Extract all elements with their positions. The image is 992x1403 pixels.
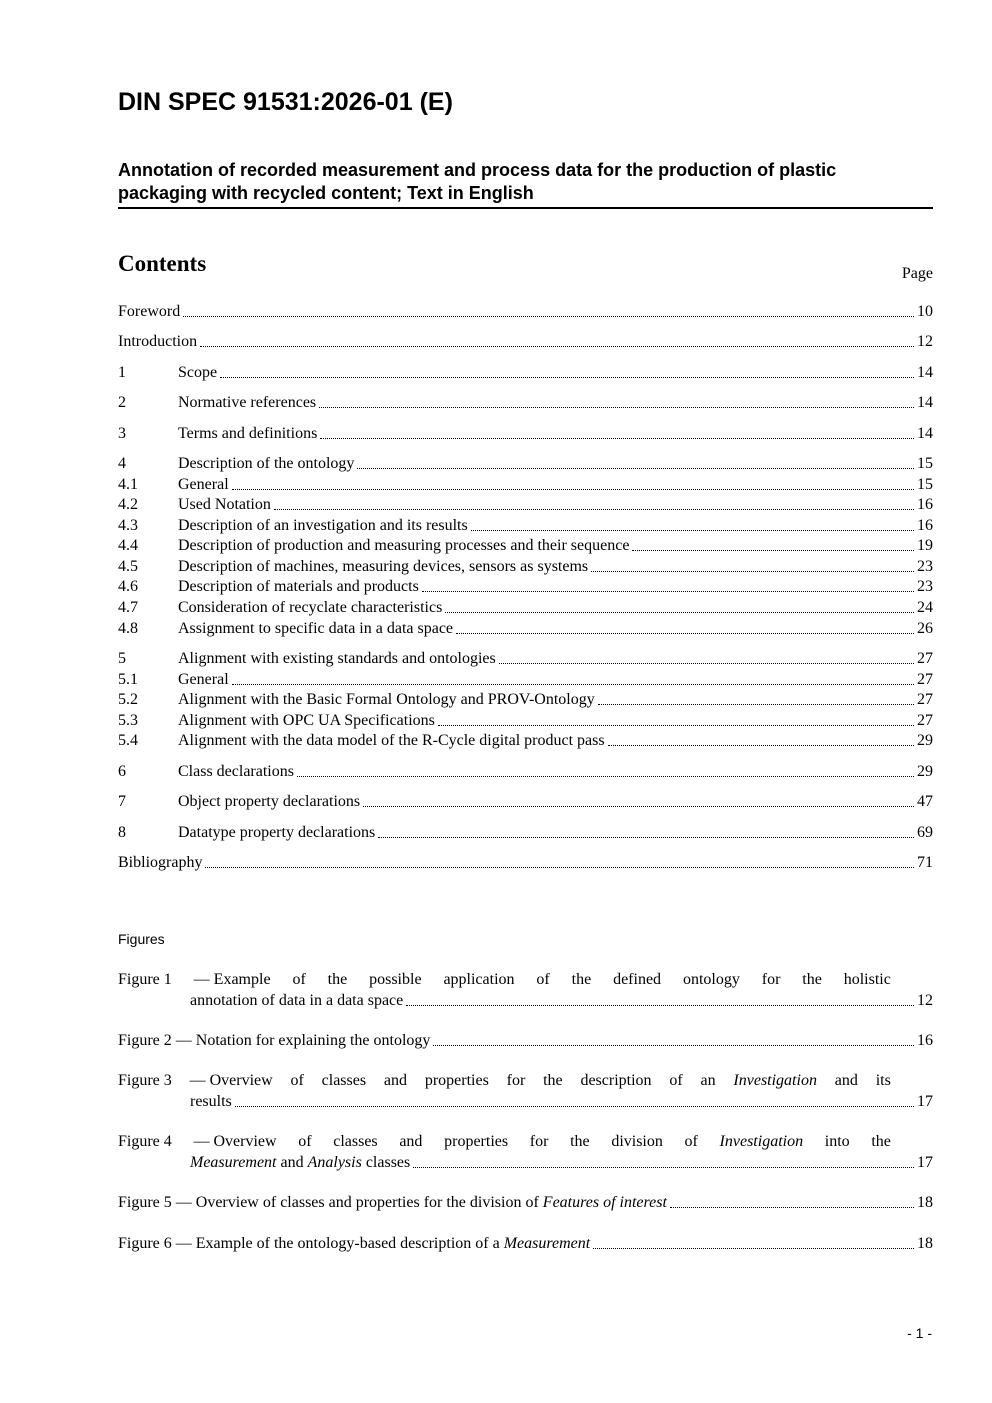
text-fragment: of (290, 1072, 304, 1089)
subtitle-line-2: packaging with recycled content; Text in English (118, 183, 534, 203)
toc-entry[interactable] (118, 823, 933, 843)
text-fragment: and (276, 1154, 308, 1171)
text-fragment: — Overview (193, 1133, 277, 1150)
leader-dots (433, 1045, 914, 1046)
toc-section-number: 8 (118, 824, 126, 841)
text-fragment: classes (361, 1154, 411, 1171)
text-fragment: and (383, 1072, 407, 1089)
toc-section-title: Object property declarations (178, 793, 361, 810)
leader-dots (413, 1167, 914, 1168)
figure-entry-3[interactable] (118, 1070, 933, 1112)
leader-dots (471, 530, 914, 531)
toc-page-number: 71 (917, 854, 933, 871)
figure-2-page: 16 (917, 1032, 933, 1049)
text-fragment: of (292, 971, 306, 988)
leader-dots (632, 550, 914, 551)
text-fragment: division (611, 1133, 663, 1150)
toc-section-title: Alignment with the data model of the R-Cycle digital product pass (178, 732, 605, 749)
leader-dots (232, 684, 914, 685)
text-fragment: the (571, 971, 592, 988)
toc-section-number: 5.3 (118, 712, 138, 729)
toc-entry[interactable] (118, 495, 933, 515)
leader-dots (406, 1005, 914, 1006)
text-fragment: holistic (843, 971, 891, 988)
leader-dots (593, 1248, 914, 1249)
text-fragment: classes (333, 1133, 378, 1150)
figure-entry-1[interactable] (118, 969, 933, 1011)
leader-dots (445, 612, 914, 613)
toc-section-number: 6 (118, 763, 126, 780)
toc-section-title: Consideration of recyclate characteristics (178, 599, 443, 616)
leader-dots (378, 837, 914, 838)
italic-term: Investigation (733, 1072, 817, 1089)
toc-section-title: Alignment with the Basic Formal Ontology and PROV-Ontology (178, 691, 595, 708)
text-fragment: for (761, 971, 781, 988)
toc-page-number: 14 (917, 425, 933, 442)
text-fragment: its (875, 1072, 891, 1089)
figure-2-title: Figure 2 — Notation for explaining the ontology (118, 1032, 431, 1049)
figure-entry-4[interactable] (118, 1131, 933, 1173)
toc-page-number: 23 (917, 578, 933, 595)
toc-section-number: 4.3 (118, 517, 138, 534)
toc-section-number: 4.7 (118, 599, 138, 616)
leader-dots (608, 745, 914, 746)
figure-3-title-continued: results (190, 1093, 232, 1110)
leader-dots (499, 663, 914, 664)
toc-page-number: 27 (917, 712, 933, 729)
italic-term: Measurement (190, 1154, 277, 1171)
italic-term: Measurement (503, 1235, 591, 1252)
figure-1-title-continued: annotation of data in a data space (190, 992, 404, 1009)
text-fragment: an (700, 1072, 716, 1089)
toc-entry[interactable] (118, 762, 933, 782)
toc-page-number: 15 (917, 455, 933, 472)
toc-section-title: Class declarations (178, 763, 294, 780)
toc-section-title: Terms and definitions (178, 425, 318, 442)
toc-entry[interactable] (118, 711, 933, 731)
figure-1-page: 12 (917, 992, 933, 1009)
toc-page-number: 14 (917, 394, 933, 411)
figure-6-page: 18 (917, 1235, 933, 1252)
toc-section-number: 1 (118, 364, 126, 381)
subtitle-line-1: Annotation of recorded measurement and process data for the production of plastic (118, 160, 837, 180)
toc-section-title: Description of the ontology (178, 455, 355, 472)
toc-section-title: Alignment with OPC UA Specifications (178, 712, 435, 729)
figure-4-page: 17 (917, 1154, 933, 1171)
text-fragment: of (298, 1133, 312, 1150)
leader-dots (274, 509, 914, 510)
text-fragment: Figure 3 (118, 1072, 172, 1089)
toc-entry[interactable] (118, 454, 933, 474)
text-fragment: of (669, 1072, 683, 1089)
figure-6-line (118, 1233, 933, 1254)
toc-page-number: 15 (917, 476, 933, 493)
figure-3-page: 17 (917, 1093, 933, 1110)
toc-entry[interactable] (118, 424, 933, 444)
leader-dots (598, 704, 914, 705)
text-fragment: the (802, 971, 822, 988)
text-fragment: and (834, 1072, 858, 1089)
toc-section-number: 4.2 (118, 496, 138, 513)
toc-section-number: 2 (118, 394, 126, 411)
toc-section-number: 7 (118, 793, 126, 810)
toc-section-number: 4.4 (118, 537, 138, 554)
toc-page-number: 47 (917, 793, 933, 810)
figure-1-line-1 (118, 969, 933, 990)
toc-section-title: Normative references (178, 394, 317, 411)
toc-section-number: 5.2 (118, 691, 138, 708)
toc-section-number: 5 (118, 650, 126, 667)
toc-page-number: 19 (917, 537, 933, 554)
text-fragment: Figure 4 (118, 1133, 172, 1150)
toc-page-number: 12 (917, 333, 933, 350)
toc-section-title: Used Notation (178, 496, 271, 513)
toc-entry[interactable] (118, 670, 933, 690)
text-fragment: for (506, 1072, 526, 1089)
toc-page-number: 27 (917, 671, 933, 688)
text-fragment: defined (613, 971, 662, 988)
text-fragment: application (443, 971, 515, 988)
figure-6-title (118, 1233, 590, 1254)
toc-page-number: 10 (917, 303, 933, 320)
toc-section-title: Description of an investigation and its results (178, 517, 468, 534)
text-fragment: the (871, 1133, 891, 1150)
page-number: - 1 - (907, 1325, 932, 1341)
toc-page-number: 29 (917, 763, 933, 780)
toc-section-title: Scope (178, 364, 218, 381)
figures-heading: Figures (118, 931, 165, 947)
figure-entry-6[interactable] (118, 1233, 933, 1254)
text-fragment: the (327, 971, 348, 988)
toc-section-title: Datatype property declarations (178, 824, 376, 841)
text-fragment: Figure 1 (118, 971, 172, 988)
leader-dots (319, 407, 914, 408)
text-fragment: — Overview (189, 1072, 273, 1089)
leader-dots (205, 867, 914, 868)
toc-section-number: 4.5 (118, 558, 138, 575)
leader-dots (357, 468, 914, 469)
leader-dots (232, 489, 914, 490)
toc-section-title: General (178, 476, 229, 493)
toc-entry[interactable] (118, 619, 933, 639)
toc-entry[interactable] (118, 792, 933, 812)
italic-term: Features of interest (542, 1194, 667, 1211)
text-fragment: the (570, 1133, 590, 1150)
text-fragment: into (824, 1133, 850, 1150)
toc-section-number: 4.8 (118, 620, 138, 637)
text-fragment: the (543, 1072, 563, 1089)
text-fragment: of (684, 1133, 698, 1150)
toc-entry[interactable] (118, 577, 933, 597)
document-id: DIN SPEC 91531:2026-01 (E) (118, 88, 453, 116)
text-fragment: possible (369, 971, 422, 988)
toc-entry[interactable] (118, 731, 933, 751)
figure-3-line-2 (118, 1091, 933, 1112)
toc-entry[interactable] (118, 557, 933, 577)
toc-entry[interactable] (118, 302, 933, 322)
toc-section-title: Introduction (118, 333, 198, 350)
toc-section-number: 5.4 (118, 732, 138, 749)
figure-entry-2[interactable] (118, 1030, 933, 1051)
toc-section-number: 4 (118, 455, 126, 472)
toc-page-number: 27 (917, 650, 933, 667)
leader-dots (297, 776, 914, 777)
text-fragment: properties (444, 1133, 509, 1150)
toc-entry[interactable] (118, 516, 933, 536)
figure-2-line (118, 1030, 933, 1051)
italic-term: Investigation (719, 1133, 804, 1150)
toc-section-title: Bibliography (118, 854, 203, 871)
toc-page-number: 69 (917, 824, 933, 841)
toc-page-number: 26 (917, 620, 933, 637)
toc-section-title: General (178, 671, 229, 688)
toc-section-title: Alignment with existing standards and ontologies (178, 650, 496, 667)
figure-5-page: 18 (917, 1194, 933, 1211)
text-fragment: of (536, 971, 550, 988)
toc-page-number: 29 (917, 732, 933, 749)
text-fragment: ontology (682, 971, 740, 988)
leader-dots (591, 571, 914, 572)
leader-dots (670, 1207, 914, 1208)
toc-section-title: Description of materials and products (178, 578, 419, 595)
document-subtitle (118, 159, 933, 209)
leader-dots (456, 633, 914, 634)
figure-4-title-continued (190, 1152, 410, 1173)
toc-entry[interactable] (118, 475, 933, 495)
toc-page-number: 24 (917, 599, 933, 616)
toc-section-number: 3 (118, 425, 126, 442)
leader-dots (200, 346, 914, 347)
text-fragment: properties (424, 1072, 489, 1089)
page-column-label: Page (901, 265, 933, 282)
text-fragment: for (529, 1133, 549, 1150)
toc-page-number: 14 (917, 364, 933, 381)
toc-page-number: 16 (917, 496, 933, 513)
leader-dots (183, 316, 914, 317)
figure-5-title (118, 1192, 667, 1213)
toc-section-number: 4.6 (118, 578, 138, 595)
toc-entry[interactable] (118, 363, 933, 383)
toc-entry[interactable] (118, 649, 933, 669)
toc-section-title: Description of production and measuring processes and their sequence (178, 537, 630, 554)
leader-dots (235, 1106, 914, 1107)
figure-5-line (118, 1192, 933, 1213)
toc-entry[interactable] (118, 332, 933, 352)
leader-dots (320, 438, 914, 439)
leader-dots (363, 806, 914, 807)
figure-4-line-2 (118, 1152, 933, 1173)
text-fragment: classes (321, 1072, 367, 1089)
toc-entry[interactable] (118, 853, 933, 873)
toc-section-title: Foreword (118, 303, 181, 320)
text-fragment: Figure 5 — Overview of classes and properties for the division of (118, 1194, 543, 1211)
toc-section-title: Assignment to specific data in a data space (178, 620, 454, 637)
toc-entry[interactable] (118, 598, 933, 618)
leader-dots (422, 591, 914, 592)
toc-section-title: Description of machines, measuring devices, sensors as systems (178, 558, 589, 575)
toc-page-number: 16 (917, 517, 933, 534)
leader-dots (220, 377, 914, 378)
leader-dots (438, 725, 914, 726)
text-fragment: — Example (193, 971, 271, 988)
figure-4-line-1 (118, 1131, 933, 1152)
figure-3-line-1 (118, 1070, 933, 1091)
toc-entry[interactable] (118, 536, 933, 556)
contents-heading: Contents (118, 251, 207, 276)
toc-entry[interactable] (118, 690, 933, 710)
text-fragment: description (580, 1072, 652, 1089)
toc-page-number: 23 (917, 558, 933, 575)
figure-entry-5[interactable] (118, 1192, 933, 1213)
toc-section-number: 5.1 (118, 671, 138, 688)
figure-1-line-2 (118, 990, 933, 1011)
italic-term: Analysis (307, 1154, 362, 1171)
toc-page-number: 27 (917, 691, 933, 708)
toc-section-number: 4.1 (118, 476, 138, 493)
text-fragment: Figure 6 — Example of the ontology-based description of a (118, 1235, 504, 1252)
toc-entry[interactable] (118, 393, 933, 413)
text-fragment: and (399, 1133, 423, 1150)
